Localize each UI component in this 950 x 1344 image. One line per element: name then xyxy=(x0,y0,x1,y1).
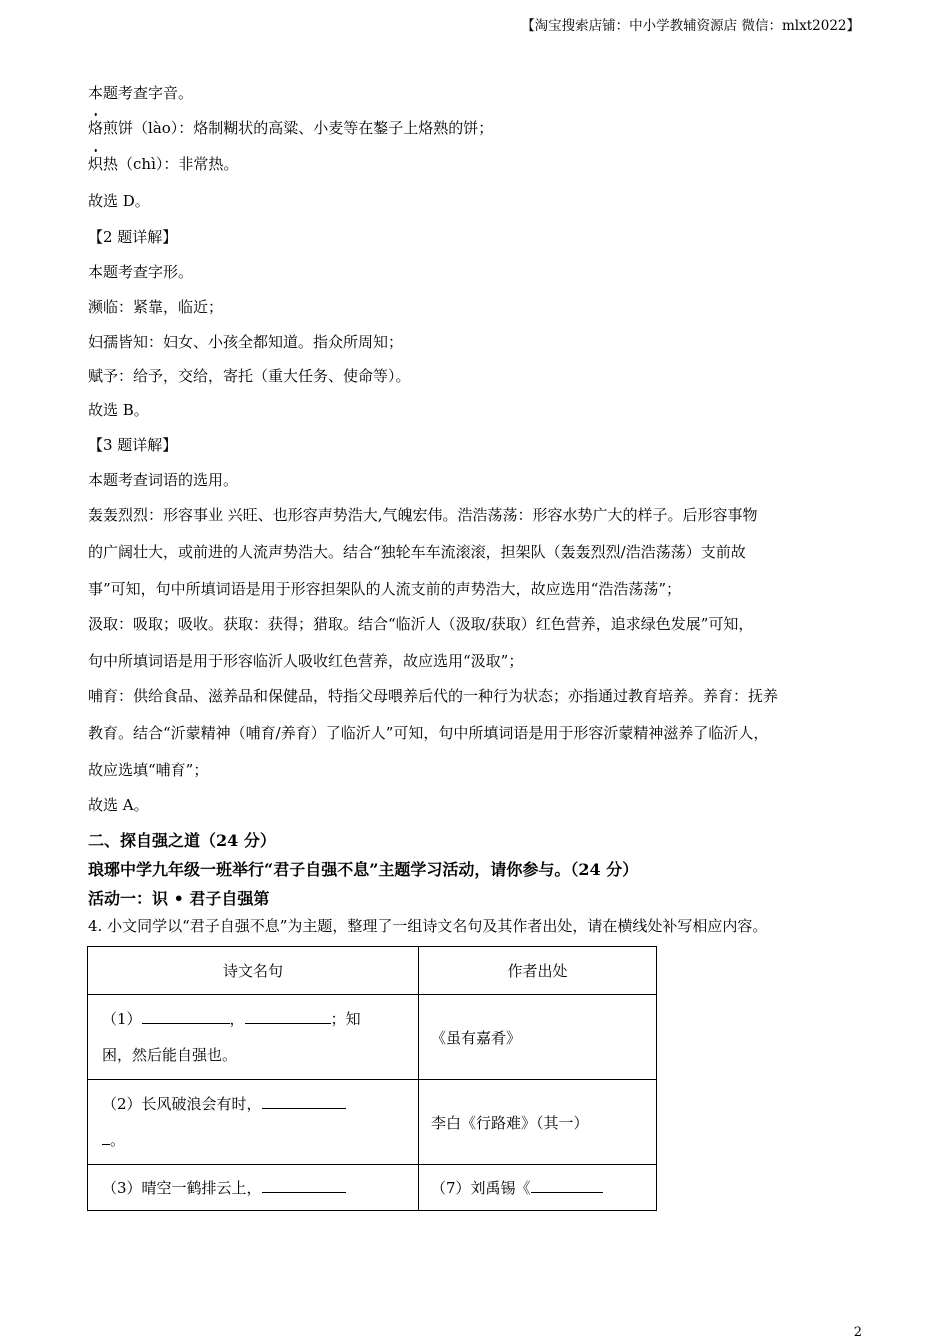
q1-intro: 本题考查字音。 xyxy=(88,84,194,102)
q2-title: 【2 题详解】 xyxy=(88,228,178,246)
page-header: 【淘宝搜索店铺：中小学教辅资源店 微信：mlxt2022】 xyxy=(521,18,860,34)
source-cell: 《虽有嘉肴》 xyxy=(419,995,657,1080)
q3-line: 教育。结合“沂蒙精神（哺育/养育）了临沂人”可知，句中所填词语是用于形容沂蒙精神滋养了临沂人， xyxy=(88,724,769,742)
q3-line: 汲取：吸取；吸收。获取：获得；猎取。结合“临沂人（汲取/获取）红色营养，追求绿色发展”可知， xyxy=(88,615,754,633)
header-cell-source: 作者出处 xyxy=(419,947,657,995)
q2-item: 妇孺皆知：妇女、小孩全都知道。指众所周知； xyxy=(88,333,404,351)
fill-blank[interactable] xyxy=(142,1009,230,1024)
header-cell-quote: 诗文名句 xyxy=(88,947,419,995)
q3-line: 哺育：供给食品、滋养品和保健品，特指父母喂养后代的一种行为状态；亦指通过教育培养。养育：抚养 xyxy=(88,687,779,705)
q3-line: 句中所填词语是用于形容临沂人吸收红色营养，故应选用“汲取”； xyxy=(88,652,524,670)
emphasis-dot-char: 炽 xyxy=(88,155,104,173)
table-header-row xyxy=(88,947,657,995)
fill-blank[interactable] xyxy=(262,1094,346,1109)
quote-cell: （1） ， ；知 困，然后能自强也。 xyxy=(88,995,419,1080)
q1-item-2-text: 热（chì）：非常热。 xyxy=(103,155,239,173)
q3-line: 的广阔壮大，或前进的人流声势浩大。结合“独轮车车流滚滚，担架队（轰轰烈烈/浩浩荡荡）支前故 xyxy=(88,543,746,561)
quote-cell: （3）晴空一鹤排云上， xyxy=(88,1165,419,1211)
activity-heading: 活动一：识 • 君子自强第 xyxy=(88,889,270,908)
section-heading: 二、探自强之道（24 分） xyxy=(88,831,276,850)
question-4: 4. 小文同学以“君子自强不息”为主题，整理了一组诗文名句及其作者出处，请在横线处补写相应内容。 xyxy=(88,917,768,935)
q3-line: 事”可知，句中所填词语是用于形容担架队的人流支前的声势浩大，故应选用“浩浩荡荡”； xyxy=(88,580,682,598)
emphasis-dot-char: 烙 xyxy=(88,119,104,137)
q2-answer: 故选 B。 xyxy=(88,401,149,419)
fill-blank[interactable] xyxy=(531,1178,603,1193)
q3-line: 轰轰烈烈：形容事业 兴旺、也形容声势浩大,气魄宏伟。浩浩荡荡：形容水势广大的样子。后形容事物 xyxy=(88,506,758,524)
q3-title: 【3 题详解】 xyxy=(88,436,178,454)
q1-item-1-text: 煎饼（lào）：烙制糊状的高粱、小麦等在鏊子上烙熟的饼； xyxy=(103,119,494,137)
q3-intro: 本题考查词语的选用。 xyxy=(88,471,239,489)
section-subheading: 琅琊中学九年级一班举行“君子自强不息”主题学习活动，请你参与。（24 分） xyxy=(88,860,639,879)
q1-item-1 xyxy=(88,117,493,138)
table-row xyxy=(88,995,657,1080)
fill-blank[interactable] xyxy=(102,1130,110,1145)
fill-blank[interactable] xyxy=(262,1178,346,1193)
table-row xyxy=(88,1080,657,1165)
table-row xyxy=(88,1165,657,1211)
fill-blank[interactable] xyxy=(245,1009,331,1024)
q3-answer: 故选 A。 xyxy=(88,796,149,814)
source-cell: 李白《行路难》（其一） xyxy=(419,1080,657,1165)
q2-item: 赋予：给予，交给，寄托（重大任务、使命等）。 xyxy=(88,367,411,385)
poetry-table xyxy=(87,946,657,1211)
quote-cell: （2）长风破浪会有时， 。 xyxy=(88,1080,419,1165)
q1-answer: 故选 D。 xyxy=(88,192,150,210)
q3-line: 故应选填“哺育”； xyxy=(88,761,209,779)
page-number: 2 xyxy=(853,1325,862,1340)
q2-item: 濒临：紧靠，临近； xyxy=(88,298,224,316)
q2-intro: 本题考查字形。 xyxy=(88,263,194,281)
source-cell: （7）刘禹锡《 xyxy=(419,1165,657,1211)
q1-item-2 xyxy=(88,153,238,174)
